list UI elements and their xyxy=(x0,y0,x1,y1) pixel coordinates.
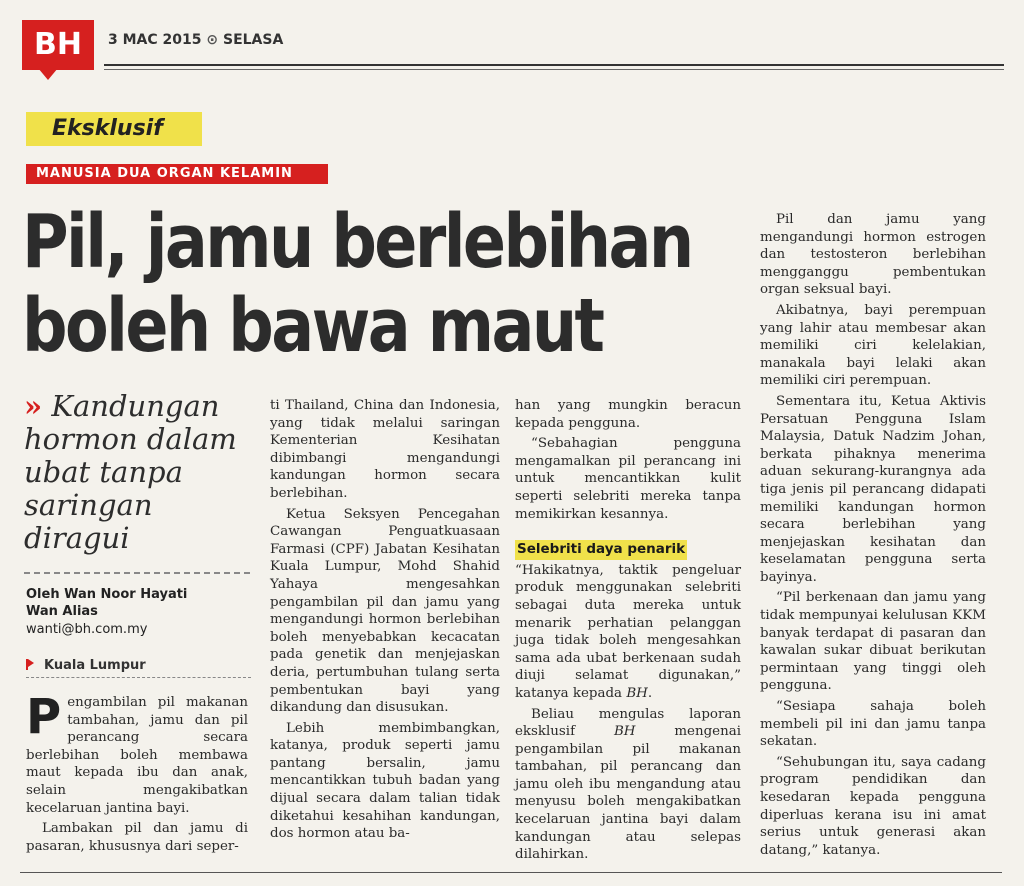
bh-logo: BH xyxy=(22,20,94,70)
column-1 xyxy=(26,689,248,858)
paragraph: “Sesiapa sahaja boleh membeli pil ini dan jamu tanpa sekatan. xyxy=(760,699,986,750)
paragraph: Akibatnya, bayi perempuan yang lahir atau membesar akan memiliki ciri kelelakian, manakala bayi lelaki akan memiliki ciri perempuan. xyxy=(760,302,986,389)
paragraph-text: “Hakikatnya, taktik pengeluar produk menggunakan selebriti sebagai duta mereka untuk menarik perhatian pelanggan juga tidak boleh mengesahkan sama ada ubat berkenaan sudah diuji selamat digunakan,” katanya kepada xyxy=(515,562,741,701)
dashed-divider xyxy=(24,572,250,574)
exclusive-tag: Eksklusif xyxy=(26,112,202,146)
paragraph xyxy=(515,706,741,864)
kicker: MANUSIA DUA ORGAN KELAMIN xyxy=(26,164,328,184)
byline-line-2: Wan Alias xyxy=(26,604,98,619)
paragraph: “Pil berkenaan dan jamu yang tidak mempunyai kelulusan KKM banyak terdapat di pasaran dan kawalan sukar dibuat berikutan permintaan yang tinggi oleh pengguna. xyxy=(760,590,986,694)
paragraph: han yang mungkin beracun kepada pengguna. xyxy=(515,398,741,431)
headline xyxy=(22,200,722,368)
paragraph: ti Thailand, China dan Indonesia, yang tidak melalui saringan Kementerian Kesihatan dibimbangi mengandungi kandungan hormon secara berlebihan. xyxy=(270,398,500,501)
standfirst-marker: » xyxy=(24,389,43,423)
paragraph: “Hakikatnya, taktik pengeluar produk menggunakan selebriti sebagai duta mereka untuk menarik perhatian pelanggan juga tidak boleh mengesahkan sama ada ubat berkenaan sudah diuji selamat digunakan,” katanya kepada BH. xyxy=(515,562,741,701)
paragraph-text: mengenai pengambilan pil makanan tambahan, pil perancang dan jamu oleh ibu mengandung atau menyusu boleh mengakibatkan kecelaruan jantina bayi dalam kandungan atau selepas dilahirkan. xyxy=(515,724,741,863)
location xyxy=(26,658,251,678)
issue-date: 3 MAC 2015 xyxy=(108,32,202,48)
paragraph: “Sehubungan itu, saya cadang program pendidikan dan kesedaran kepada pengguna diperluas kerana isu ini amat serius untuk generasi akan datang,” katanya. xyxy=(760,754,986,858)
issue-day: SELASA xyxy=(222,32,284,48)
byline xyxy=(26,586,187,620)
column-3 xyxy=(515,397,741,867)
paragraph-text: Beliau mengulas laporan eksklusif xyxy=(515,706,741,740)
standfirst-text: Kandungan hormon dalam ubat tanpa saringan diragui xyxy=(24,389,237,555)
headline-line-2: boleh bawa maut xyxy=(22,283,603,369)
paragraph-text: engambilan pil makanan tambahan, jamu dan pil perancang secara berlebihan boleh membawa maut kepada ibu dan anak, selain mengakibatkan kecelaruan jantina bayi. xyxy=(26,695,248,816)
paragraph: “Sebahagian pengguna mengamalkan pil perancang ini untuk mencantikkan kulit seperti selebriti mereka tanpa memikirkan kesannya. xyxy=(515,436,741,522)
author-email: wanti@bh.com.my xyxy=(26,622,148,637)
paragraph: Ketua Seksyen Pencegahan Cawangan Penguatkuasaan Farmasi (CPF) Jabatan Kesihatan Kuala Lumpur, Mohd Shahid Yahaya mengesahkan pengambilan pil dan jamu yang mengandungi hormon berlebihan boleh menyebabkan kecacatan pada genetik dan menjejaskan deria, pertumbuhan tulang serta pembentukan bayi yang dikandung dan disusukan. xyxy=(270,506,500,716)
paragraph: Lebih membimbangkan, katanya, produk seperti jamu pantang bersalin, jamu mencantikkan tubuh badan yang dijual secara dalam talian tidak diketahui kesahihan kandungan, dos hormon atau ba- xyxy=(270,720,500,842)
logo-speech-tail xyxy=(38,68,58,80)
dateline xyxy=(108,32,283,48)
standfirst xyxy=(24,390,244,555)
dropcap: P xyxy=(26,689,62,745)
publication-name: BH xyxy=(626,685,648,701)
paragraph: Sementara itu, Ketua Aktivis Persatuan Pengguna Islam Malaysia, Datuk Nadzim Johan, berkata pihaknya menerima aduan sekurang-kurangnya ada tiga jenis pil perancang didapati memiliki kandungan hormon secara berlebihan yang menjejaskan kesihatan dan keselamatan pengguna serta bayinya. xyxy=(760,393,986,585)
column-4 xyxy=(760,211,986,862)
location-text: Kuala Lumpur xyxy=(44,658,146,673)
masthead-rule-thin xyxy=(104,69,1004,70)
flag-icon xyxy=(26,659,36,670)
column-2 xyxy=(270,397,500,846)
headline-line-1: Pil, jamu berlebihan xyxy=(22,199,692,285)
publication-name: BH xyxy=(613,724,636,740)
paragraph: Pil dan jamu yang mengandungi hormon estrogen dan testosteron berlebihan mengganggu pembentukan organ seksual bayi. xyxy=(760,212,986,298)
subheading: Selebriti daya penarik xyxy=(515,540,687,560)
paragraph xyxy=(26,689,248,817)
bottom-rule xyxy=(20,872,1002,873)
masthead-rule xyxy=(104,64,1004,66)
clock-icon: ⊙ xyxy=(206,32,219,48)
paragraph: Lambakan pil dan jamu di pasaran, khususnya dari seper- xyxy=(26,821,248,854)
byline-line-1: Oleh Wan Noor Hayati xyxy=(26,587,188,602)
